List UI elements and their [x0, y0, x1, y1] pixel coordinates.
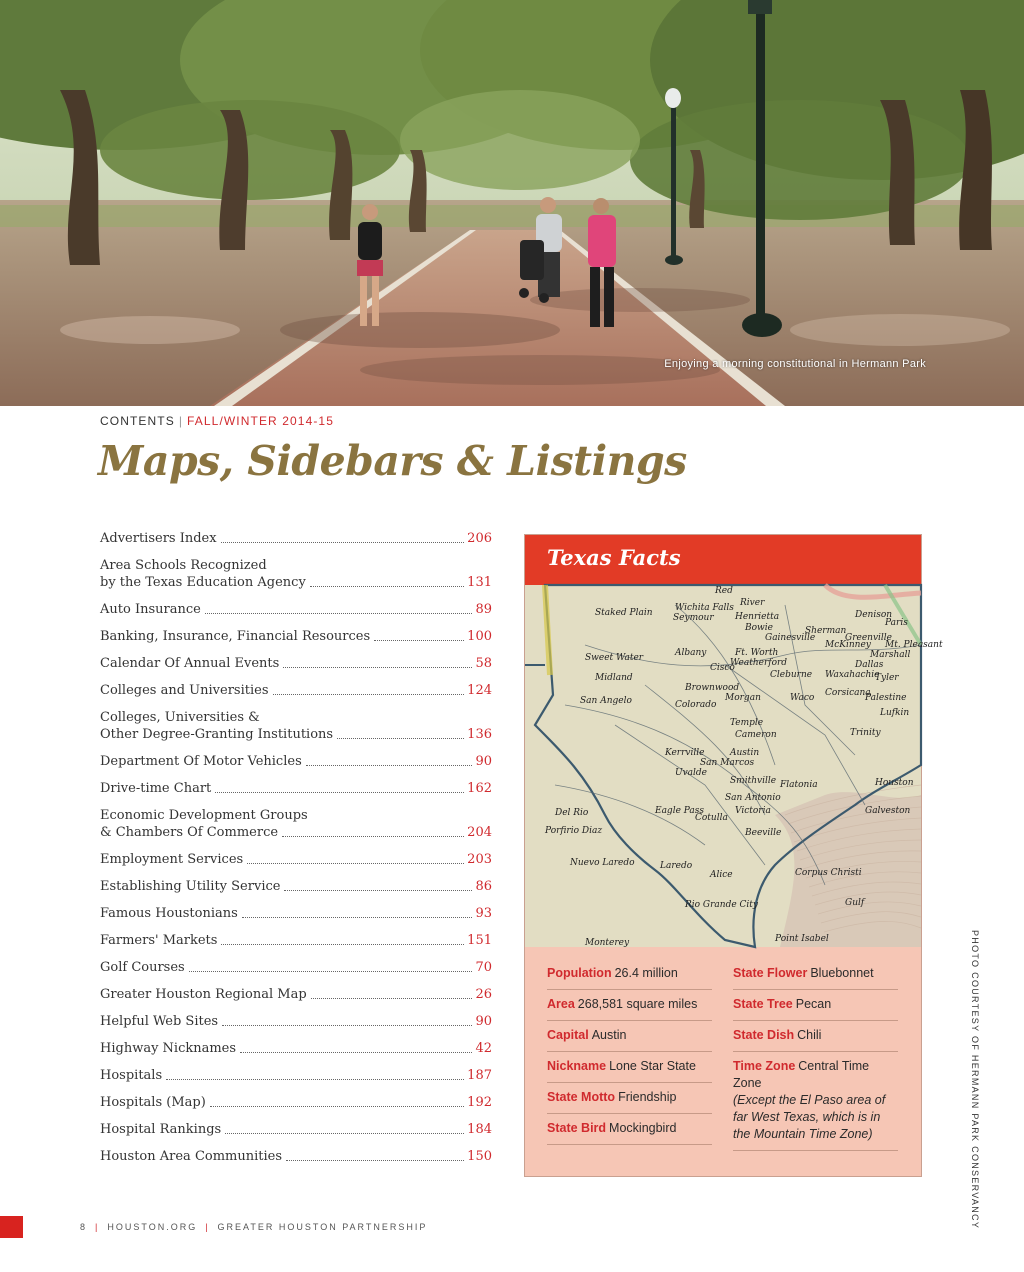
map-place-label: Porfirio Diaz — [545, 826, 603, 836]
fact-value: Pecan — [795, 997, 832, 1011]
footer-site: HOUSTON.ORG — [107, 1222, 198, 1232]
fact-item — [733, 990, 898, 1021]
map-place-label: Morgan — [725, 693, 761, 703]
page-footer — [80, 1222, 427, 1232]
index-entry[interactable] — [100, 1067, 492, 1084]
index-entry-title: Farmers' Markets — [100, 933, 218, 948]
map-place-label: Midland — [595, 673, 633, 683]
map-place-label: Victoria — [735, 806, 771, 816]
map-place-label: River — [740, 598, 765, 608]
index-entry[interactable] — [100, 932, 492, 949]
map-place-label: Houston — [875, 778, 914, 788]
fact-item — [733, 1021, 898, 1052]
map-place-label: Waxahachie — [825, 670, 880, 680]
contents-label: CONTENTS — [100, 414, 175, 428]
map-place-label: Henrietta — [735, 612, 780, 622]
index-entry-page: 89 — [475, 602, 492, 617]
index-entry-title: Highway Nicknames — [100, 1041, 237, 1056]
dot-leader — [310, 586, 464, 587]
map-place-label: Albany — [675, 648, 707, 658]
index-entry[interactable] — [100, 905, 492, 922]
map-place-label: Cotulla — [695, 813, 728, 823]
fact-value: 26.4 million — [614, 966, 678, 980]
index-entry[interactable] — [100, 1040, 492, 1057]
fact-key: State Tree — [733, 997, 793, 1011]
index-entry-title: Area Schools Recognized — [100, 558, 267, 573]
fact-value: Central Time Zone — [733, 1059, 870, 1090]
index-entry[interactable] — [100, 780, 492, 797]
fact-value: Lone Star State — [609, 1059, 696, 1073]
map-place-label: Marshall — [870, 650, 911, 660]
dot-leader — [247, 863, 464, 864]
texas-facts-header — [525, 535, 921, 585]
dot-leader — [306, 765, 473, 766]
fact-item — [733, 1052, 898, 1151]
fact-key: State Flower — [733, 966, 808, 980]
map-place-label: Mt. Pleasant — [885, 640, 943, 650]
fact-key: Time Zone — [733, 1059, 796, 1073]
map-place-label: Sweet Water — [585, 653, 644, 663]
index-entry[interactable] — [100, 655, 492, 672]
index-entry-title: Other Degree-Granting Institutions — [100, 727, 334, 742]
map-place-label: Colorado — [675, 700, 717, 710]
fact-value: Chili — [797, 1028, 822, 1042]
footer-org: GREATER HOUSTON PARTNERSHIP — [217, 1222, 428, 1232]
index-entry[interactable] — [100, 530, 492, 547]
dot-leader — [337, 738, 464, 739]
texas-map-drawing — [525, 585, 943, 948]
map-place-label: Smithville — [730, 776, 777, 786]
hero-photo — [0, 0, 1024, 406]
map-place-label: Kerrville — [665, 748, 705, 758]
issue-season: FALL/WINTER 2014-15 — [187, 414, 334, 428]
index-entry-title: Hospitals — [100, 1068, 163, 1083]
dot-leader — [242, 917, 473, 918]
page-number: 8 — [80, 1222, 88, 1232]
map-place-label: Weatherford — [730, 658, 788, 668]
map-place-label: Gulf — [845, 898, 865, 908]
fact-key: Capital — [547, 1028, 589, 1042]
photo-credit — [968, 930, 982, 1230]
map-place-label: McKinney — [825, 640, 871, 650]
index-entry[interactable] — [100, 1121, 492, 1138]
map-place-label: Cleburne — [770, 670, 813, 680]
map-place-label: Gainesville — [765, 633, 816, 643]
index-entry[interactable] — [100, 1013, 492, 1030]
dot-leader — [273, 694, 465, 695]
index-entry-page: 162 — [467, 781, 492, 796]
index-entry-page: 93 — [475, 906, 492, 921]
contents-separator: | — [178, 414, 184, 428]
texas-facts-sidebar — [524, 534, 943, 1177]
index-entry-title: Helpful Web Sites — [100, 1014, 219, 1029]
map-place-label: Bowie — [745, 623, 773, 633]
map-place-label: Eagle Pass — [655, 806, 705, 816]
map-place-label: Staked Plain — [595, 608, 653, 618]
index-entry[interactable] — [100, 878, 492, 895]
map-place-label: Beeville — [745, 828, 782, 838]
fact-value: Bluebonnet — [810, 966, 874, 980]
map-place-label: Denison — [855, 610, 893, 620]
fact-item — [547, 1021, 712, 1052]
dot-leader — [221, 944, 464, 945]
index-entry-page: 203 — [467, 852, 492, 867]
map-place-label: Palestine — [865, 693, 907, 703]
index-entry-page: 184 — [467, 1122, 492, 1137]
map-place-label: Paris — [885, 618, 908, 628]
map-place-label: Trinity — [850, 728, 881, 738]
map-place-label: Temple — [730, 718, 764, 728]
page-title: Maps, Sidebars & Listings — [98, 437, 687, 485]
map-place-label: Dallas — [855, 660, 884, 670]
map-place-label: Corsicana — [825, 688, 871, 698]
facts-right-column — [733, 959, 898, 1151]
map-place-label: Point Isabel — [775, 934, 829, 944]
dot-leader — [221, 542, 465, 543]
index-entry[interactable] — [100, 682, 492, 699]
index-entry-page: 86 — [475, 879, 492, 894]
fact-item — [547, 1052, 712, 1083]
dot-leader — [222, 1025, 472, 1026]
index-entry-page: 42 — [475, 1041, 492, 1056]
index-entry-title: Colleges, Universities & — [100, 710, 260, 725]
index-entry-title: by the Texas Education Agency — [100, 575, 306, 590]
map-place-label: San Marcos — [700, 758, 755, 768]
index-entry-page: 90 — [475, 754, 492, 769]
photo-caption: Enjoying a morning constitutional in Hermann Park — [664, 358, 926, 370]
photo-credit-text: PHOTO COURTESY OF HERMANN PARK CONSERVANCY — [970, 930, 980, 1230]
index-entry[interactable] — [100, 628, 492, 645]
index-entry[interactable] — [100, 1148, 492, 1165]
fact-key: State Motto — [547, 1090, 616, 1104]
facts-left-column — [547, 959, 712, 1145]
index-entry[interactable] — [100, 851, 492, 868]
map-place-label: Galveston — [865, 806, 911, 816]
fact-item — [547, 959, 712, 990]
map-place-label: San Angelo — [580, 696, 632, 706]
index-entry-title: Hospitals (Map) — [100, 1095, 206, 1110]
fact-value: Austin — [591, 1028, 627, 1042]
index-entry-title: Famous Houstonians — [100, 906, 238, 921]
dot-leader — [240, 1052, 472, 1053]
map-place-label: Austin — [730, 748, 760, 758]
footer-separator: | — [95, 1222, 100, 1232]
map-place-label: Flatonia — [780, 780, 818, 790]
dot-leader — [374, 640, 464, 641]
index-entry-title: Economic Development Groups — [100, 808, 308, 823]
dot-leader — [189, 971, 473, 972]
park-path-image — [0, 0, 1024, 406]
index-entry-page: 136 — [467, 727, 492, 742]
index-entry-page: 187 — [467, 1068, 492, 1083]
fact-note: (Except the El Paso area of far West Texas, which is in the Mountain Time Zone) — [733, 1093, 886, 1141]
fact-value: Mockingbird — [609, 1121, 677, 1135]
dot-leader — [286, 1160, 464, 1161]
texas-map-image — [525, 585, 943, 948]
index-entry[interactable] — [100, 557, 492, 591]
index-entry-title: Department Of Motor Vehicles — [100, 754, 302, 769]
dot-leader — [311, 998, 473, 999]
index-entry[interactable] — [100, 709, 492, 743]
map-place-label: Brownwood — [685, 683, 740, 693]
index-entry-page: 70 — [475, 960, 492, 975]
dot-leader — [284, 890, 472, 891]
index-entry-title: Auto Insurance — [100, 602, 201, 617]
index-entry-title: Calendar Of Annual Events — [100, 656, 280, 671]
map-place-label: Del Rio — [555, 808, 589, 818]
index-entry[interactable] — [100, 601, 492, 618]
texas-facts-title: Texas Facts — [547, 545, 681, 570]
index-entry-title: Establishing Utility Service — [100, 879, 281, 894]
fact-key: Nickname — [547, 1059, 607, 1073]
fact-value: 268,581 square miles — [577, 997, 698, 1011]
index-entry-title: Advertisers Index — [100, 531, 217, 546]
index-entry[interactable] — [100, 753, 492, 770]
index-entry-page: 192 — [467, 1095, 492, 1110]
map-place-label: Cameron — [735, 730, 777, 740]
map-place-label: Monterey — [585, 938, 630, 948]
index-entry-page: 58 — [475, 656, 492, 671]
fact-key: State Dish — [733, 1028, 795, 1042]
fact-value: Friendship — [618, 1090, 677, 1104]
map-place-label: Tyler — [875, 673, 899, 683]
index-entry-title: Hospital Rankings — [100, 1122, 222, 1137]
index-entry-page: 26 — [475, 987, 492, 1002]
index-entry-page: 100 — [467, 629, 492, 644]
dot-leader — [225, 1133, 464, 1134]
index-entry-title: Houston Area Communities — [100, 1149, 283, 1164]
index-entry-page: 124 — [467, 683, 492, 698]
map-place-label: Sherman — [805, 626, 847, 636]
index-entry-title: Golf Courses — [100, 960, 185, 975]
map-place-label: Lufkin — [880, 708, 910, 718]
footer-red-tab — [0, 1216, 23, 1238]
fact-item — [547, 1083, 712, 1114]
index-entry-title: Employment Services — [100, 852, 244, 867]
map-place-label: Laredo — [660, 861, 693, 871]
fact-key: State Bird — [547, 1121, 607, 1135]
index-entry[interactable] — [100, 807, 492, 841]
index-entry-title: Banking, Insurance, Financial Resources — [100, 629, 371, 644]
index-entry[interactable] — [100, 1094, 492, 1111]
dot-leader — [282, 836, 464, 837]
fact-item — [547, 1114, 712, 1145]
dot-leader — [205, 613, 473, 614]
index-entry-title: & Chambers Of Commerce — [100, 825, 279, 840]
fact-item — [547, 990, 712, 1021]
index-entry-title: Greater Houston Regional Map — [100, 987, 307, 1002]
map-place-label: Rio Grande City — [685, 900, 759, 910]
map-place-label: Alice — [710, 870, 733, 880]
map-place-label: Waco — [790, 693, 815, 703]
index-entry-page: 151 — [467, 933, 492, 948]
map-place-label: Seymour — [673, 613, 714, 623]
map-place-label: Wichita Falls — [675, 603, 734, 613]
index-entry-page: 150 — [467, 1149, 492, 1164]
fact-item — [733, 959, 898, 990]
footer-separator: | — [205, 1222, 210, 1232]
map-place-label: Corpus Christi — [795, 868, 862, 878]
map-place-label: Greenville — [845, 633, 892, 643]
index-entry-page: 131 — [467, 575, 492, 590]
fact-key: Population — [547, 966, 612, 980]
dot-leader — [283, 667, 472, 668]
index-entry-title: Drive-time Chart — [100, 781, 212, 796]
index-entry[interactable] — [100, 986, 492, 1003]
map-place-label: Ft. Worth — [735, 648, 779, 658]
map-place-label: Nuevo Laredo — [570, 858, 635, 868]
map-place-label: Red — [715, 586, 733, 596]
contents-label-line — [100, 414, 334, 428]
index-entry-page: 204 — [467, 825, 492, 840]
dot-leader — [166, 1079, 464, 1080]
dot-leader — [215, 792, 464, 793]
index-entry[interactable] — [100, 959, 492, 976]
index-entry-title: Colleges and Universities — [100, 683, 269, 698]
dot-leader — [210, 1106, 464, 1107]
map-place-label: Cisco — [710, 663, 735, 673]
index-entry-page: 90 — [475, 1014, 492, 1029]
fact-key: Area — [547, 997, 575, 1011]
index-entry-page: 206 — [467, 531, 492, 546]
map-place-label: Uvalde — [675, 768, 708, 778]
map-place-label: San Antonio — [725, 793, 781, 803]
